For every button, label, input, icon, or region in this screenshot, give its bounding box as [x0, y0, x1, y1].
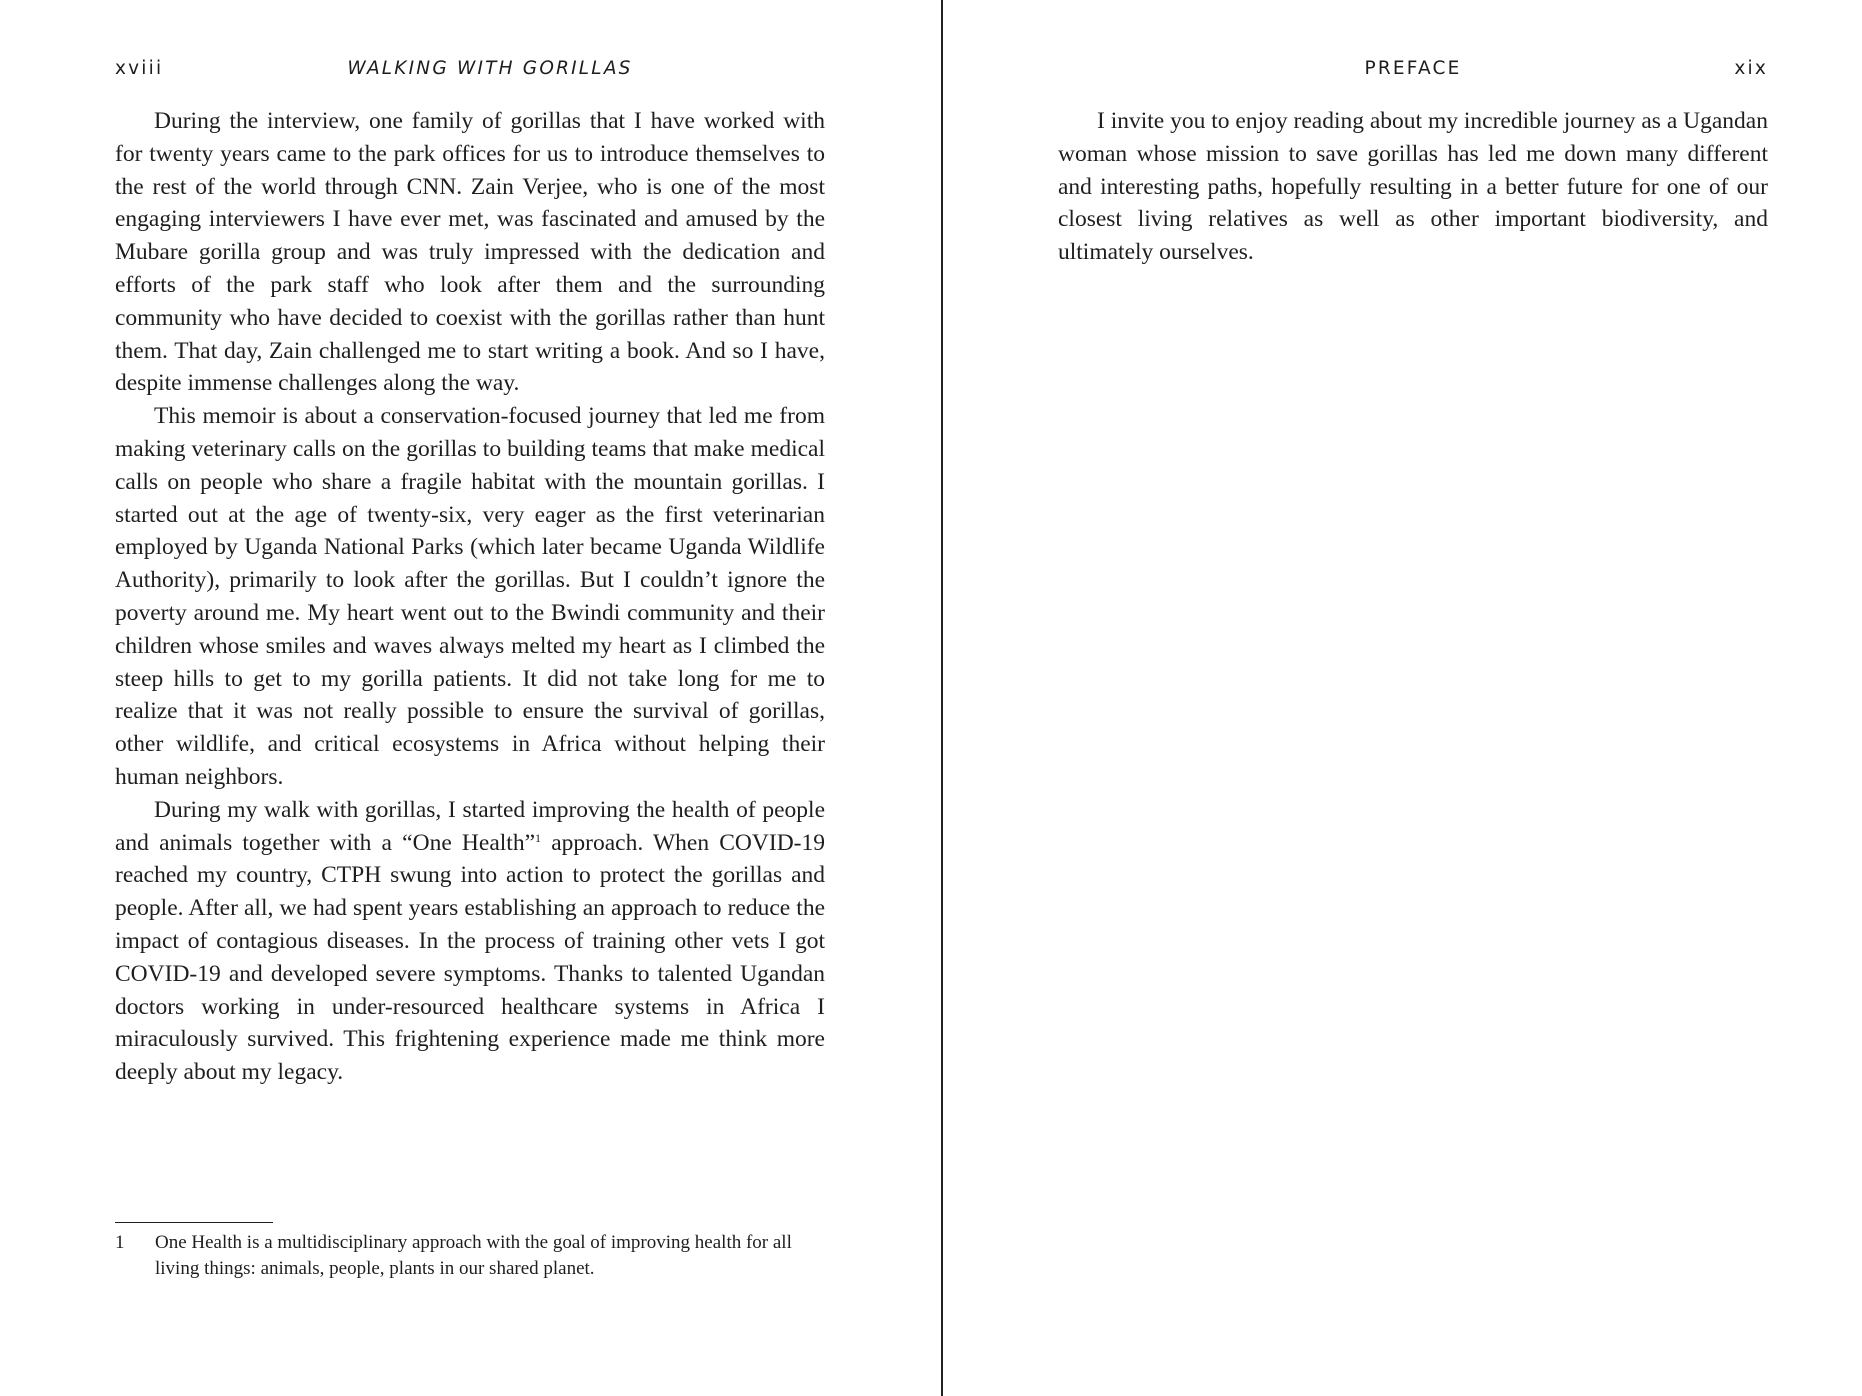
footnote-text: One Health is a multidisciplinary approach with the goal of improving health for all living things: animals, people, plants in our shared planet. — [155, 1232, 792, 1279]
page-gutter-divider — [941, 0, 943, 1396]
left-page — [115, 0, 825, 1396]
right-running-head — [1058, 58, 1768, 82]
right-page — [1058, 0, 1768, 1396]
footnote-rule — [115, 1222, 273, 1223]
left-body-text — [115, 105, 825, 1089]
footnote — [115, 1230, 825, 1282]
paragraph-3 — [115, 794, 825, 1089]
paragraph-3-part-2: approach. When COVID-19 reached my country, CTPH swung into action to protect the gorillas and people. After all, we had spent years establishing an approach to reduce the impact of contagious diseases. In the process of training other vets I got COVID-19 and developed severe symptoms. Thanks to talented Ugandan doctors working in under-resourced healthcare systems in Africa I miraculously survived. This frightening experience made me think more deeply about my legacy. — [115, 829, 825, 1086]
left-running-head — [115, 58, 825, 82]
right-body-text — [1058, 105, 1768, 269]
running-title-left: WALKING WITH GORILLAS — [347, 58, 633, 79]
footnote-number: 1 — [115, 1232, 125, 1253]
paragraph-3-part-1: During my walk with gorillas, I started improving the health of people and animals together with a “One Health” — [115, 796, 825, 856]
paragraph-2: This memoir is about a conservation-focused journey that led me from making veterinary calls on the gorillas to building teams that make medical calls on people who share a fragile habitat with the mountain gorillas. I started out at the age of twenty-six, very eager as the first veterinarian employed by Uganda National Parks (which later became Uganda Wildlife Authority), primarily to look after the gorillas. But I couldn’t ignore the poverty around me. My heart went out to the Bwindi community and their children whose smiles and waves always melted my heart as I climbed the steep hills to get to my gorilla patients. It did not take long for me to realize that it was not really possible to ensure the survival of gorillas, other wildlife, and critical ecosystems in Africa without helping their human neighbors. — [115, 403, 825, 790]
right-paragraph-1: I invite you to enjoy reading about my incredible journey as a Ugandan woman whose mission to save gorillas has led me down many different and interesting paths, hopefully resulting in a better future for one of our closest living relatives as well as other important biodiversity, and ultimately ourselves. — [1058, 108, 1768, 266]
page-number-left: xviii — [115, 58, 164, 79]
footnote-reference: 1 — [535, 830, 542, 845]
running-title-right: PREFACE — [1364, 58, 1462, 79]
page-number-right: xix — [1734, 58, 1768, 79]
paragraph-1: During the interview, one family of gorillas that I have worked with for twenty years came to the park offices for us to introduce themselves to the rest of the world through CNN. Zain Verjee, who is one of the most engaging interviewers I have ever met, was fascinated and amused by the Mubare gorilla group and was truly impressed with the dedication and efforts of the park staff who look after them and the surrounding community who have decided to coexist with the gorillas rather than hunt them. That day, Zain challenged me to start writing a book. And so I have, despite immense challenges along the way. — [115, 108, 825, 397]
